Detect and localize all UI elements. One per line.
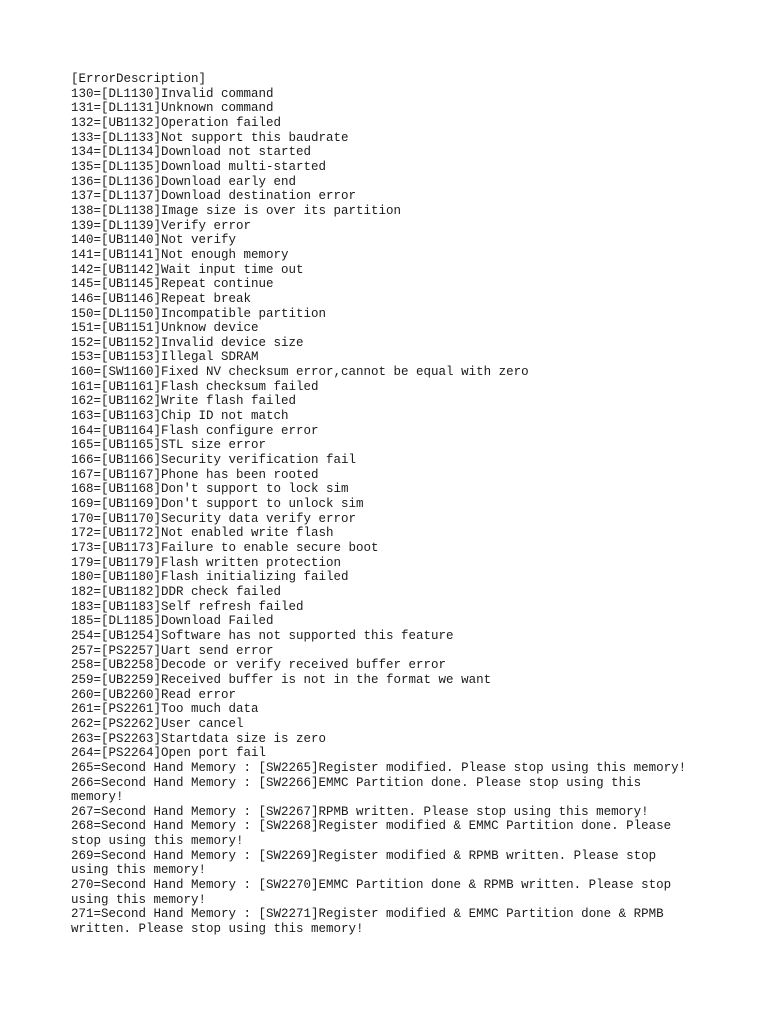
error-entry: 153=[UB1153]Illegal SDRAM — [71, 350, 259, 365]
error-entry: 173=[UB1173]Failure to enable secure boot — [71, 541, 379, 555]
error-entry: 268=Second Hand Memory : [SW2268]Register modified & EMMC Partition done. Please stop using this memory! — [71, 819, 679, 849]
error-entry: 269=Second Hand Memory : [SW2269]Register modified & RPMB written. Please stop using this memory! — [71, 848, 664, 878]
error-entry: 170=[UB1170]Security data verify error — [71, 511, 357, 526]
error-entry: 270=Second Hand Memory : [SW2270]EMMC Partition done & RPMB written. Please stop using this memory! — [71, 878, 679, 907]
error-entry: 179=[UB1179]Flash written protection — [71, 555, 342, 570]
error-entry: 141=[UB1141]Not enough memory — [71, 247, 289, 262]
error-entry: 132=[UB1132]Operation failed — [71, 115, 282, 130]
error-entry: 150=[DL1150]Incompatible partition — [71, 306, 327, 321]
error-entry: 266=Second Hand Memory : [SW2266]EMMC Partition done. Please stop using this memory! — [71, 775, 649, 805]
error-entry: 167=[UB1167]Phone has been rooted — [71, 467, 319, 482]
error-entry: 263=[PS2263]Startdata size is zero — [71, 731, 327, 746]
error-entry: 135=[DL1135]Download multi-started — [71, 159, 327, 174]
error-entry: 257=[PS2257]Uart send error — [71, 643, 274, 658]
error-entry: 134=[DL1134]Download not started — [71, 145, 312, 160]
error-entry: 133=[DL1133]Not support this baudrate — [71, 130, 349, 145]
error-entry: 151=[UB1151]Unknow device — [71, 321, 259, 336]
error-entry: 265=Second Hand Memory : [SW2265]Register modified. Please stop using this memory! — [71, 760, 687, 775]
error-entry: 161=[UB1161]Flash checksum failed — [71, 379, 319, 394]
error-entry: 138=[DL1138]Image size is over its partition — [71, 203, 402, 218]
error-entry: 146=[UB1146]Repeat break — [71, 291, 252, 306]
error-entry: 142=[UB1142]Wait input time out — [71, 262, 304, 277]
error-entry: 267=Second Hand Memory : [SW2267]RPMB written. Please stop using this memory! — [71, 804, 649, 819]
error-entry: 130=[DL1130]Invalid command — [71, 86, 274, 101]
error-entry: 172=[UB1172]Not enabled write flash — [71, 526, 334, 541]
error-entry: 182=[UB1182]DDR check failed — [71, 584, 282, 599]
section-header: [ErrorDescription] — [71, 72, 207, 86]
error-entry: 168=[UB1168]Don't support to lock sim — [71, 482, 349, 497]
error-entry: 139=[DL1139]Verify error — [71, 218, 252, 233]
error-entry: 271=Second Hand Memory : [SW2271]Register modified & EMMC Partition done & RPMB written. Please stop using this memory! — [71, 907, 672, 937]
error-entry: 136=[DL1136]Download early end — [71, 174, 297, 189]
error-list — [71, 87, 697, 937]
error-entry: 260=[UB2260]Read error — [71, 687, 237, 702]
error-entry: 259=[UB2259]Received buffer is not in the format we want — [71, 672, 492, 687]
error-entry: 258=[UB2258]Decode or verify received buffer error — [71, 658, 447, 673]
error-entry: 140=[UB1140]Not verify — [71, 233, 237, 248]
error-entry: 183=[UB1183]Self refresh failed — [71, 599, 304, 614]
error-entry: 262=[PS2262]User cancel — [71, 716, 244, 731]
error-entry: 166=[UB1166]Security verification fail — [71, 453, 357, 468]
error-entry: 180=[UB1180]Flash initializing failed — [71, 570, 349, 585]
error-entry: 162=[UB1162]Write flash failed — [71, 394, 297, 409]
error-entry: 152=[UB1152]Invalid device size — [71, 335, 304, 350]
error-entry: 145=[UB1145]Repeat continue — [71, 277, 274, 292]
error-entry: 185=[DL1185]Download Failed — [71, 614, 274, 629]
error-entry: 137=[DL1137]Download destination error — [71, 189, 357, 204]
error-entry: 169=[UB1169]Don't support to unlock sim — [71, 497, 364, 512]
error-entry: 164=[UB1164]Flash configure error — [71, 423, 319, 438]
document-page — [71, 72, 697, 937]
error-entry: 264=[PS2264]Open port fail — [71, 746, 267, 761]
error-entry: 165=[UB1165]STL size error — [71, 438, 267, 453]
error-entry: 261=[PS2261]Too much data — [71, 702, 259, 717]
error-entry: 254=[UB1254]Software has not supported this feature — [71, 628, 454, 643]
error-entry: 131=[DL1131]Unknown command — [71, 101, 274, 116]
error-entry: 163=[UB1163]Chip ID not match — [71, 409, 289, 424]
error-entry: 160=[SW1160]Fixed NV checksum error,cannot be equal with zero — [71, 365, 529, 380]
